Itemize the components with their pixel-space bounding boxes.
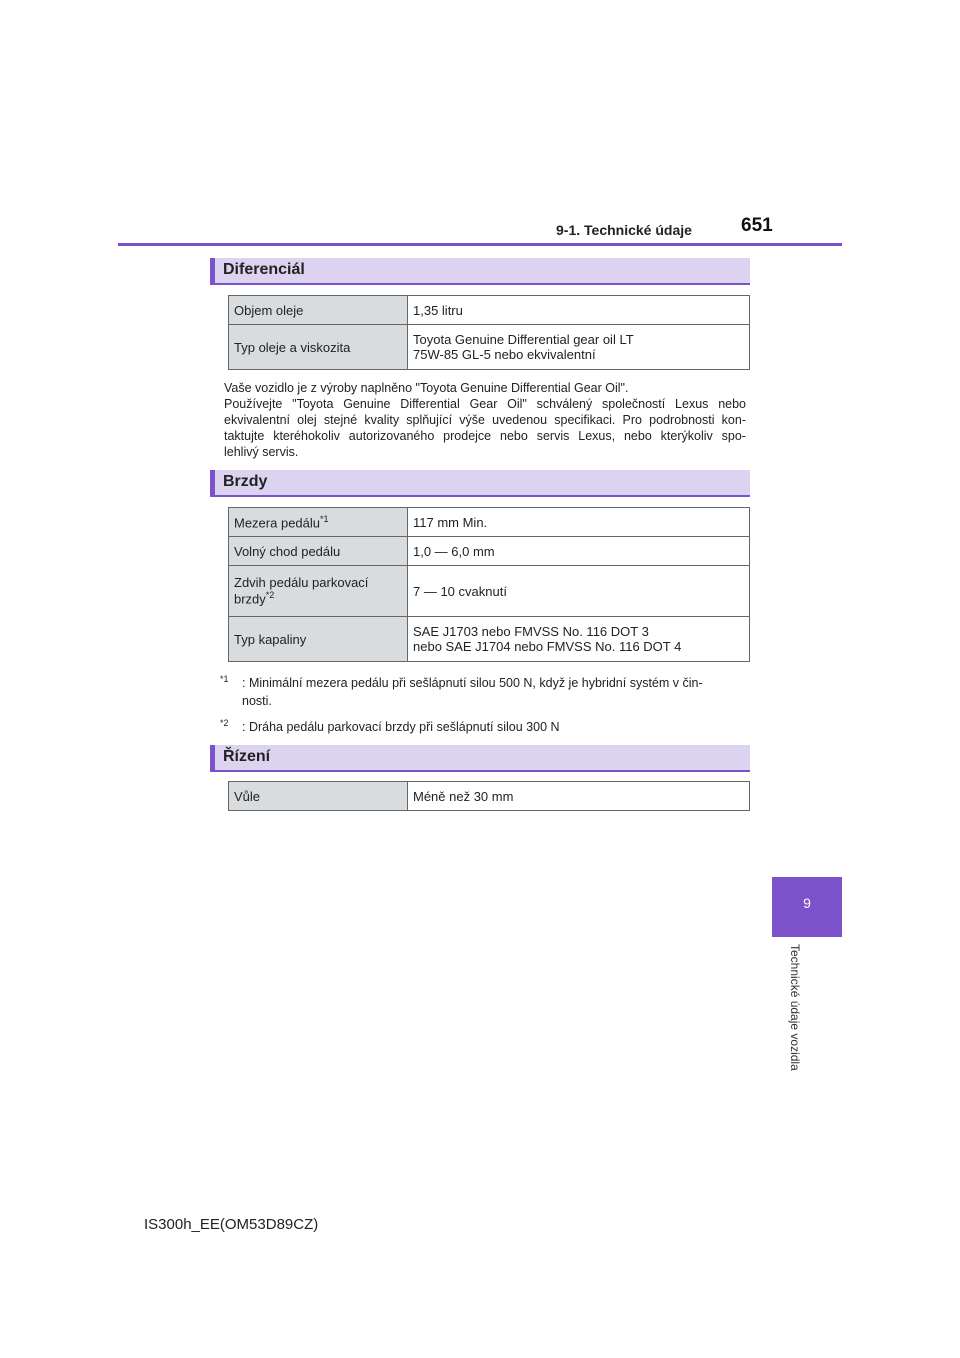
section-header-differential bbox=[210, 258, 750, 285]
spec-key: Objem oleje bbox=[229, 296, 408, 325]
note-line: taktujte kteréhokoliv autorizovaného prodejce nebo servis Lexus, nebo kterýkoliv spo- bbox=[224, 429, 746, 443]
table-row bbox=[229, 617, 750, 662]
spec-value bbox=[408, 508, 750, 537]
key-text: brzdy bbox=[234, 591, 266, 607]
footnote-1 bbox=[220, 670, 748, 710]
table-row bbox=[229, 782, 750, 811]
footnote-text: : Dráha pedálu parkovací brzdy při sešlápnutí silou 300 N bbox=[242, 720, 560, 735]
note-line: ekvivalentní olej stejné kvality splňující výše uvedenou specifikaci. Pro podrobnosti kon- bbox=[224, 413, 746, 427]
spec-value bbox=[408, 296, 750, 325]
section-title: Řízení bbox=[223, 748, 271, 765]
footnote-ref: *2 bbox=[265, 590, 275, 601]
spec-key: Vůle bbox=[229, 782, 408, 811]
key-text: Mezera pedálu bbox=[234, 515, 320, 531]
section-header-steering bbox=[210, 745, 750, 772]
footnote-mark: *2 bbox=[220, 718, 229, 728]
chapter-tab-label: Technické údaje vozidla bbox=[788, 944, 802, 1071]
differential-note bbox=[224, 380, 746, 460]
spec-key bbox=[229, 508, 408, 537]
value-line: 1,0 — 6,0 mm bbox=[413, 543, 495, 559]
value-line: 117 mm Min. bbox=[413, 514, 488, 530]
value-line: 1,35 litru bbox=[413, 302, 463, 318]
spec-value bbox=[408, 782, 750, 811]
table-row bbox=[229, 325, 750, 370]
spec-key bbox=[229, 566, 408, 617]
header-rule bbox=[118, 243, 842, 246]
page-number: 651 bbox=[741, 215, 773, 236]
spec-value bbox=[408, 566, 750, 617]
table-row bbox=[229, 508, 750, 537]
spec-key: Typ kapaliny bbox=[229, 617, 408, 662]
note-line: Používejte "Toyota Genuine Differential Gear Oil" schválený společností Lexus nebo bbox=[224, 397, 746, 411]
note-line: Vaše vozidlo je z výroby naplněno "Toyota Genuine Differential Gear Oil". bbox=[224, 381, 629, 395]
footnote-2 bbox=[220, 714, 748, 736]
spec-value bbox=[408, 325, 750, 370]
note-line: lehlivý servis. bbox=[224, 445, 299, 459]
key-text: Zdvih pedálu parkovací bbox=[234, 575, 369, 591]
footnote-mark: *1 bbox=[220, 674, 229, 684]
document-code: IS300h_EE(OM53D89CZ) bbox=[144, 1216, 319, 1233]
table-row bbox=[229, 537, 750, 566]
spec-value bbox=[408, 537, 750, 566]
value-line: Toyota Genuine Differential gear oil LT bbox=[413, 332, 634, 347]
spec-key: Typ oleje a viskozita bbox=[229, 325, 408, 370]
footnote-ref: *1 bbox=[320, 513, 329, 524]
footnote-text: nosti. bbox=[242, 694, 272, 709]
value-line: 7 — 10 cvaknutí bbox=[413, 583, 507, 599]
value-line: SAE J1703 nebo FMVSS No. 116 DOT 3 bbox=[413, 624, 649, 639]
value-line: 75W-85 GL-5 nebo ekvivalentní bbox=[413, 347, 596, 362]
steering-table bbox=[228, 781, 750, 811]
spec-key: Volný chod pedálu bbox=[229, 537, 408, 566]
section-header-brakes bbox=[210, 470, 750, 497]
table-row bbox=[229, 566, 750, 617]
table-row bbox=[229, 296, 750, 325]
differential-table bbox=[228, 295, 750, 370]
header-section: 9-1. Technické údaje bbox=[556, 222, 692, 238]
chapter-tab[interactable]: 9 bbox=[772, 877, 842, 937]
section-title: Brzdy bbox=[223, 473, 268, 490]
footnote-text: : Minimální mezera pedálu při sešlápnutí silou 500 N, když je hybridní systém v čin- bbox=[242, 676, 703, 691]
section-title: Diferenciál bbox=[223, 261, 305, 278]
value-line: Méně než 30 mm bbox=[413, 788, 514, 804]
spec-value bbox=[408, 617, 750, 662]
value-line: nebo SAE J1704 nebo FMVSS No. 116 DOT 4 bbox=[413, 639, 682, 654]
brakes-table bbox=[228, 507, 750, 662]
